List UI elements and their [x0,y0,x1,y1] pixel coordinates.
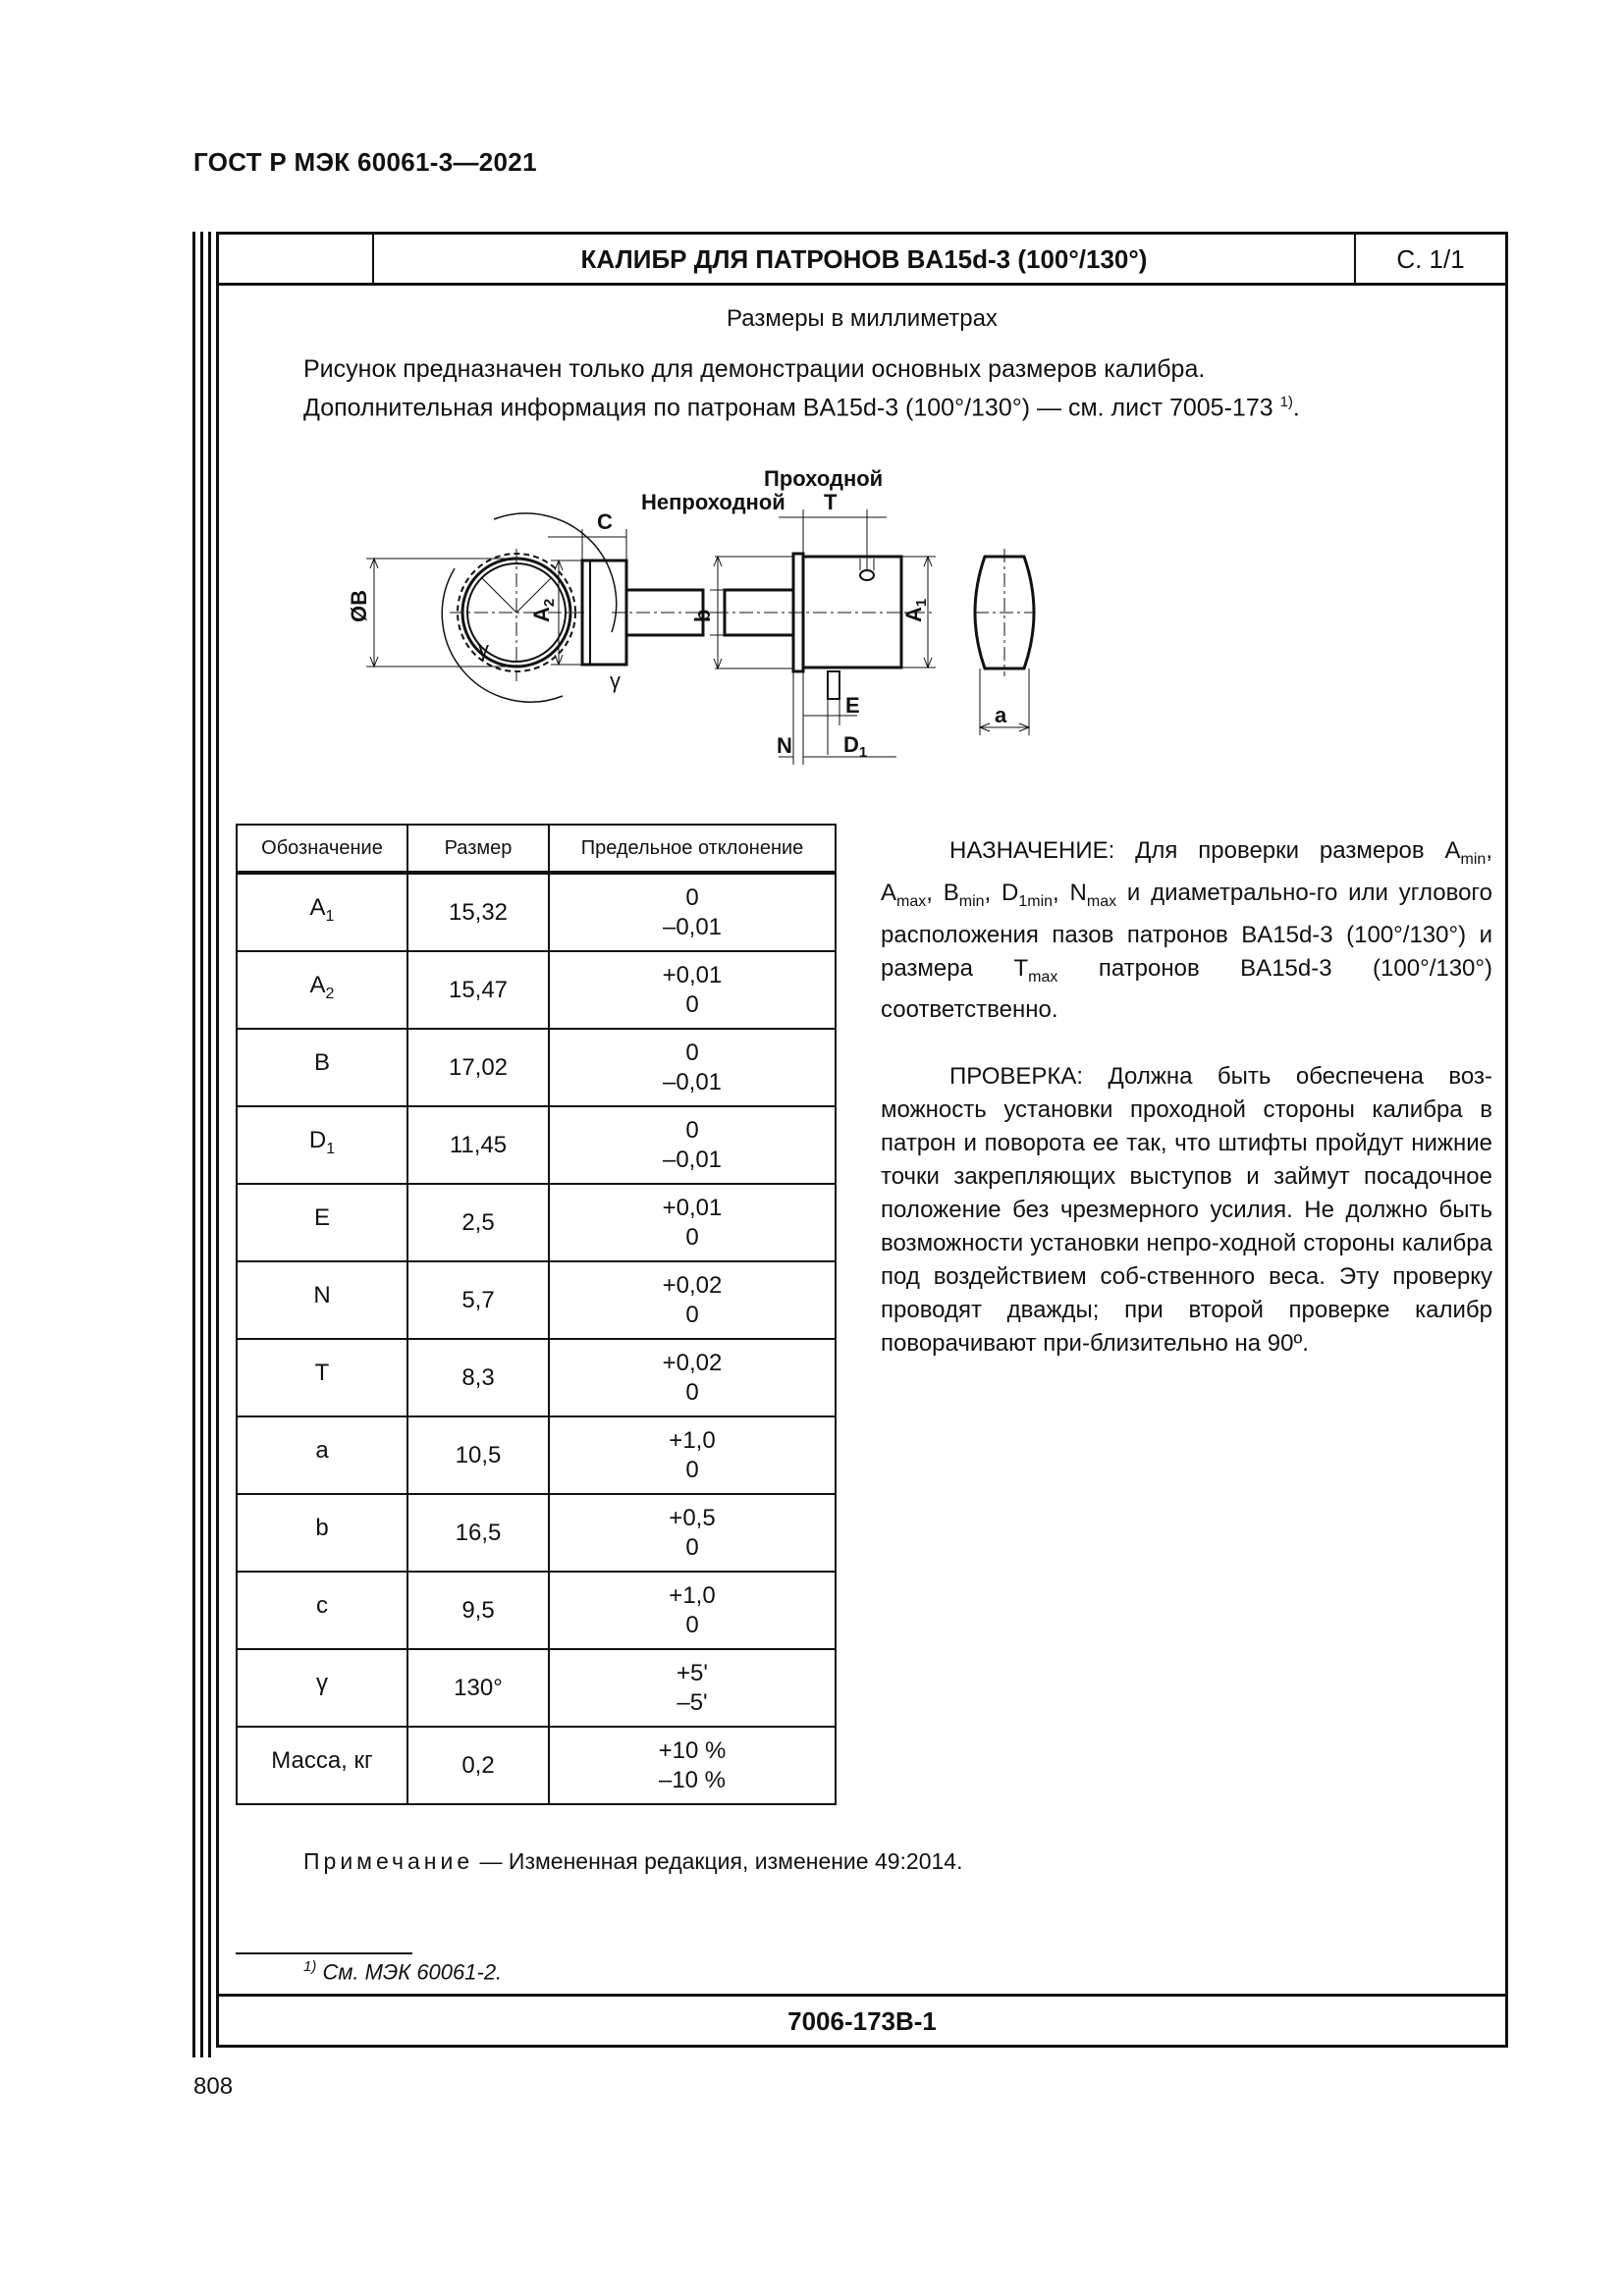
intro-line-1: Рисунок предназначен только для демонстрации основных размеров калибра. [303,355,1206,383]
go-gauge [710,509,936,765]
table-row [237,1727,836,1804]
purpose-paragraph: НАЗНАЧЕНИЕ: Для проверки размеров $A_{min}$, $A_{max}$, $B_{min}$, $D_{1min}$, $N_{max}$ и диаметрально-го или углового расположения пазов патронов BA15d-3 (100°/130°) и размера $T_{max}$ патронов BA15d-3 (100°/130°) соответственно. [881,837,1492,1024]
dim-a2: $A_2$ [529,598,558,622]
note [303,1848,963,1875]
dim-a1: $A_1$ [901,598,930,622]
units-note: Размеры в миллиметрах [727,305,998,332]
dim-b-diameter: ØB [347,590,371,622]
table-header-row [237,825,836,873]
cell-size: 9,5 [407,1572,549,1649]
cell-deviation: +1,0 0 [549,1416,836,1494]
dim-e: E [845,693,860,718]
page-number: 808 [193,2073,234,2100]
table-row [237,1339,836,1416]
cell-size: 130° [407,1649,549,1727]
intro-line-2: Дополнительная информация по патронам BA15d-3 (100°/130°) — см. лист 7005-173 $^{1)}$. [303,394,1300,422]
col-size: Размер [407,825,549,873]
dim-gamma-left: γ [478,637,489,662]
purpose-text [881,834,1492,1394]
cell-deviation: +0,02 0 [549,1261,836,1339]
sheet-code: 7006-173B-1 [219,1994,1505,2045]
table-row [237,1029,836,1106]
cell-designation: $A_1$ [237,873,407,951]
cell-designation: T [237,1339,407,1416]
dim-t: T [824,490,838,514]
cell-size: 10,5 [407,1416,549,1494]
dim-c: C [597,509,613,534]
cell-size: 8,3 [407,1339,549,1416]
cell-deviation: +5' –5' [549,1649,836,1727]
table-row [237,1572,836,1649]
margin-rule [192,232,195,2057]
title-block [219,235,1505,286]
cell-size: 16,5 [407,1494,549,1572]
cell-deviation: +0,02 0 [549,1339,836,1416]
cell-size: 2,5 [407,1184,549,1261]
cell-deviation: +10 % –10 % [549,1727,836,1804]
cell-size: 15,47 [407,951,549,1029]
table-row [237,1184,836,1261]
table-row [237,1649,836,1727]
sheet-number: С. 1/1 [1396,244,1465,274]
dim-gamma-right: γ [610,668,621,693]
cell-designation: N [237,1261,407,1339]
cell-size: 0,2 [407,1727,549,1804]
document-code: ГОСТ Р МЭК 60061-3—2021 [193,147,537,177]
dim-n: N [777,733,792,758]
cell-designation: $A_2$ [237,951,407,1029]
note-text: — Измененная редакция, изменение 49:2014. [473,1848,963,1874]
cell-deviation: 0 –0,01 [549,1029,836,1106]
cell-designation: γ [237,1649,407,1727]
dim-b: b [690,609,715,622]
cell-deviation: +1,0 0 [549,1572,836,1649]
label-go: Проходной [764,466,884,491]
cell-deviation: +0,01 0 [549,1184,836,1261]
footnote: $^{1)}$ См. МЭК 60061-2. [303,1958,503,1985]
dim-a: a [995,703,1007,727]
note-label: Примечание [303,1848,474,1874]
cell-deviation: +0,01 0 [549,951,836,1029]
table-row [237,1106,836,1184]
cell-size: 5,7 [407,1261,549,1339]
cell-designation: Масса, кг [237,1727,407,1804]
dimensions-table [236,824,837,1805]
col-designation: Обозначение [237,825,407,873]
end-view [366,513,617,702]
table-row [237,1494,836,1572]
label-no-go: Непроходной [641,490,785,514]
cell-designation: $D_1$ [237,1106,407,1184]
cell-designation: a [237,1416,407,1494]
sheet-title: КАЛИБР ДЛЯ ПАТРОНОВ BA15d-3 (100°/130°) [374,235,1356,283]
cell-designation: B [237,1029,407,1106]
check-paragraph: ПРОВЕРКА: Должна быть обеспечена воз-можность установки проходной стороны калибра в патрон и поворота ее так, что штифты пройдут нижние точки закрепляющих выступов и займут посадочное положение без чрезмерного усилия. Не должно быть возможности установки непро-ходной стороны калибра под воздействием соб-ственного веса. Эту проверку проводят дважды; при второй проверке калибр поворачивают при-близительно на 90º. [881,1063,1492,1358]
cell-size: 11,45 [407,1106,549,1184]
table-body [237,873,836,1804]
cell-size: 17,02 [407,1029,549,1106]
dim-d1: $D_1$ [843,732,868,761]
footnote-rule [236,1952,412,1954]
table-row [237,951,836,1029]
cell-deviation: +0,5 0 [549,1494,836,1572]
cell-designation: c [237,1572,407,1649]
cell-deviation: 0 –0,01 [549,873,836,951]
title-blank-cell [219,235,374,283]
cell-size: 15,32 [407,873,549,951]
intro-text [303,352,1300,424]
cell-designation: E [237,1184,407,1261]
sheet-frame [216,232,1508,2048]
col-deviation: Предельное отклонение [549,825,836,873]
table-row [237,873,836,951]
table-row [237,1416,836,1494]
table-row [237,1261,836,1339]
margin-rule [208,232,211,2057]
margin-rule [200,232,203,2057]
cell-deviation: 0 –0,01 [549,1106,836,1184]
cell-designation: b [237,1494,407,1572]
